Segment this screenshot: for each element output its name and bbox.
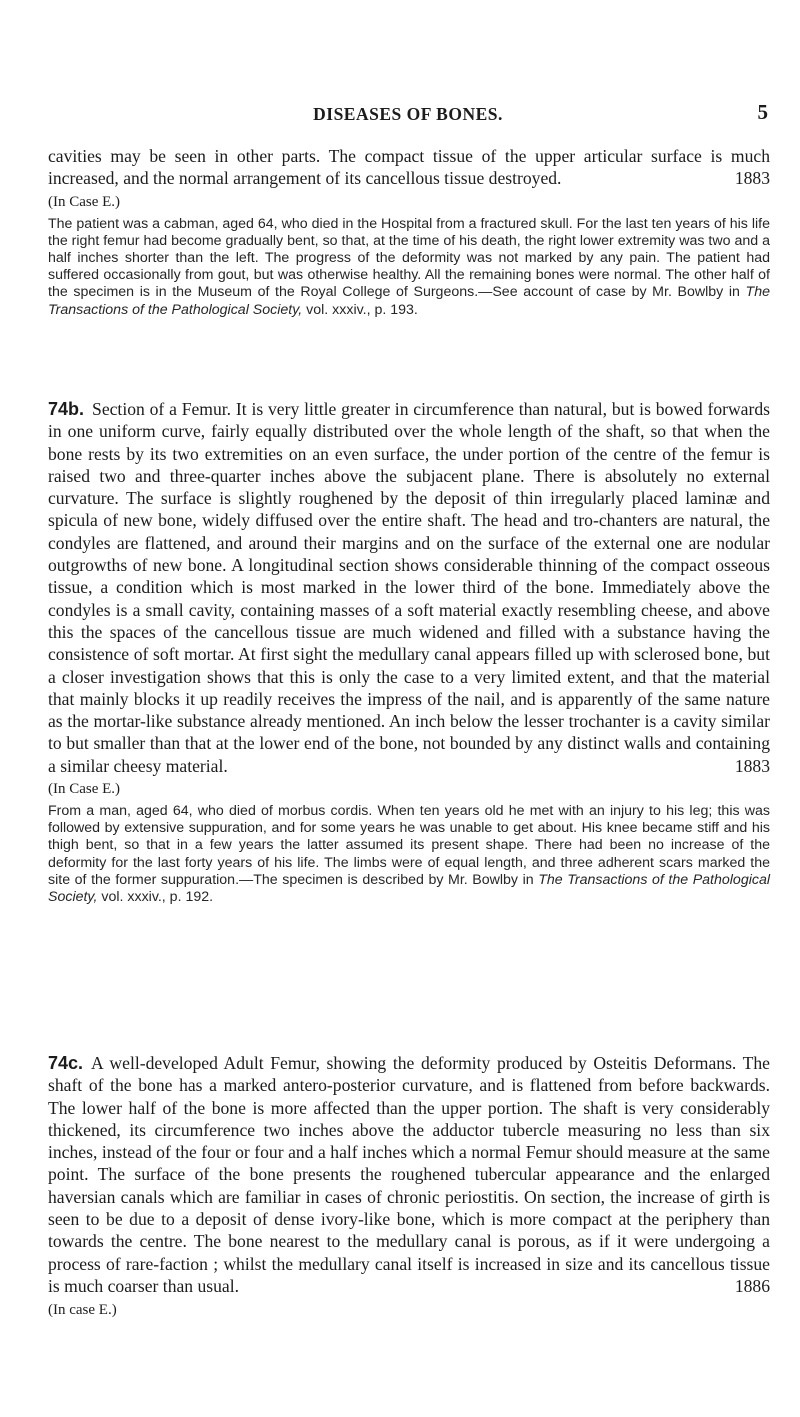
entry-74c-paragraph [48,1052,770,1297]
entry-74b-note-journal: The Transactions of the Pathological Society, [48,871,770,906]
intro-text: cavities may be seen in other parts. The compact tissue of the upper articular surface is much increased, and the normal arrangement of its cancellous tissue destroyed. [48,146,770,189]
entry-74b-text: Section of a Femur. It is very little greater in circumference than natural, but is bowed forwards in one uniform curve, fairly equally distributed over the whole length of the shaft, so that when the bone rests by its two extremities on an even surface, the under portion of the centre of the femur is raised two and three-quarter inches above the subjacent plane. There is absolutely no external curvature. The surface is slightly roughened by the deposit of thin irregularly placed laminæ and spicula of new bone, widely diffused over the entire shaft. The head and tro-chanters are natural, the condyles are flattened, and around their margins and on the surface of the external one are nodular outgrowths of new bone. A longitudinal section shows considerable thinning of the compact osseous tissue, a condition which is most marked in the lower third of the bone. Immediately above the condyles is a small cavity, containing masses of a soft material exactly resembling cheese, and above this the spaces of the cancellous tissue are much widened and filled with a substance having the consistence of soft mortar. At first sight the medullary canal appears filled up with sclerosed bone, but a closer investigation shows that this is only the case to a very limited extent, and that the material that mainly blocks it up readily receives the impress of the nail, and is apparently of the same nature as the mortar-like substance already mentioned. An inch below the lesser trochanter is a cavity similar to but smaller than that at the lower end of the bone, not bounded by any distinct walls and containing a similar cheesy material. [48,399,770,776]
entry-74c-id: 74c. [48,1053,84,1073]
page-number: 5 [757,100,768,124]
entry-74c [48,1052,770,1320]
entry-74b-case-location: (In Case E.) [48,781,121,798]
entry-74b [48,398,770,906]
entry-74b-year: 1883 [734,755,770,776]
running-head: DISEASES OF BONES. [313,104,503,124]
page-header [48,100,768,134]
intro-note-journal: The Transactions of the Pathological Society, [48,284,770,318]
entry-74b-note-reference: vol. xxxiv., p. 192. [97,889,214,906]
entry-74b-id: 74b. [48,399,85,419]
intro-note-reference: vol. xxxiv., p. 193. [302,301,418,318]
intro-year: 1883 [734,168,770,189]
entry-74b-paragraph [48,398,770,777]
entry-74c-text: A well-developed Adult Femur, showing the deformity produced by Osteitis Deformans. The shaft of the bone has a marked antero-posterior curvature, and is flattened from before backwards. The lower half of the bone is more affected than the upper portion. The shaft is very considerably thickened, its circumference two inches above the adductor tubercle measuring no less than six inches, instead of the four or four and a half inches which a normal Femur should measure at the same point. The surface of the bone presents the roughened tubercular appearance and the enlarged haversian canals which are familiar in cases of chronic periostitis. On section, the increase of girth is seen to be due to a deposit of dense ivory-like bone, which is more compact at the periphery than towards the centre. The bone nearest to the medullary canal is porous, as if it were undergoing a process of rare-faction ; whilst the medullary canal itself is increased in size and its cancellous tissue is much coarser than usual. [48,1053,770,1296]
entry-74b-case-note [48,803,770,906]
intro-case-note [48,216,770,319]
entry-74b-note-text: From a man, aged 64, who died of morbus cordis. When ten years old he met with an injury to his leg; this was followed by extensive suppuration, and for some years he was unable to get about. His knee became stiff and his thigh bent, so that in a few years the latter assumed its present shape. There had been no increase of the deformity for the last forty years of his life. The limbs were of equal length, and three adherent scars marked the site of the former suppuration.—The specimen is described by Mr. Bowlby in [48,803,770,888]
intro-note-text: The patient was a cabman, aged 64, who died in the Hospital from a fractured skull. For the last ten years of his life the right femur had become gradually bent, so that, at the time of his death, the right lower extremity was two and a half inches shorter than the left. The progress of the deformity was not marked by any pain. The patient had suffered occasionally from gout, but was otherwise healthy. All the remaining bones were normal. The other half of the specimen is in the Museum of the Royal College of Surgeons.—See account of case by Mr. Bowlby in [48,215,770,301]
intro-case-location: (In Case E.) [48,193,121,210]
entry-74c-case-location: (In case E.) [48,1302,117,1319]
entry-74c-year: 1886 [734,1275,770,1296]
intro-section [48,145,770,319]
